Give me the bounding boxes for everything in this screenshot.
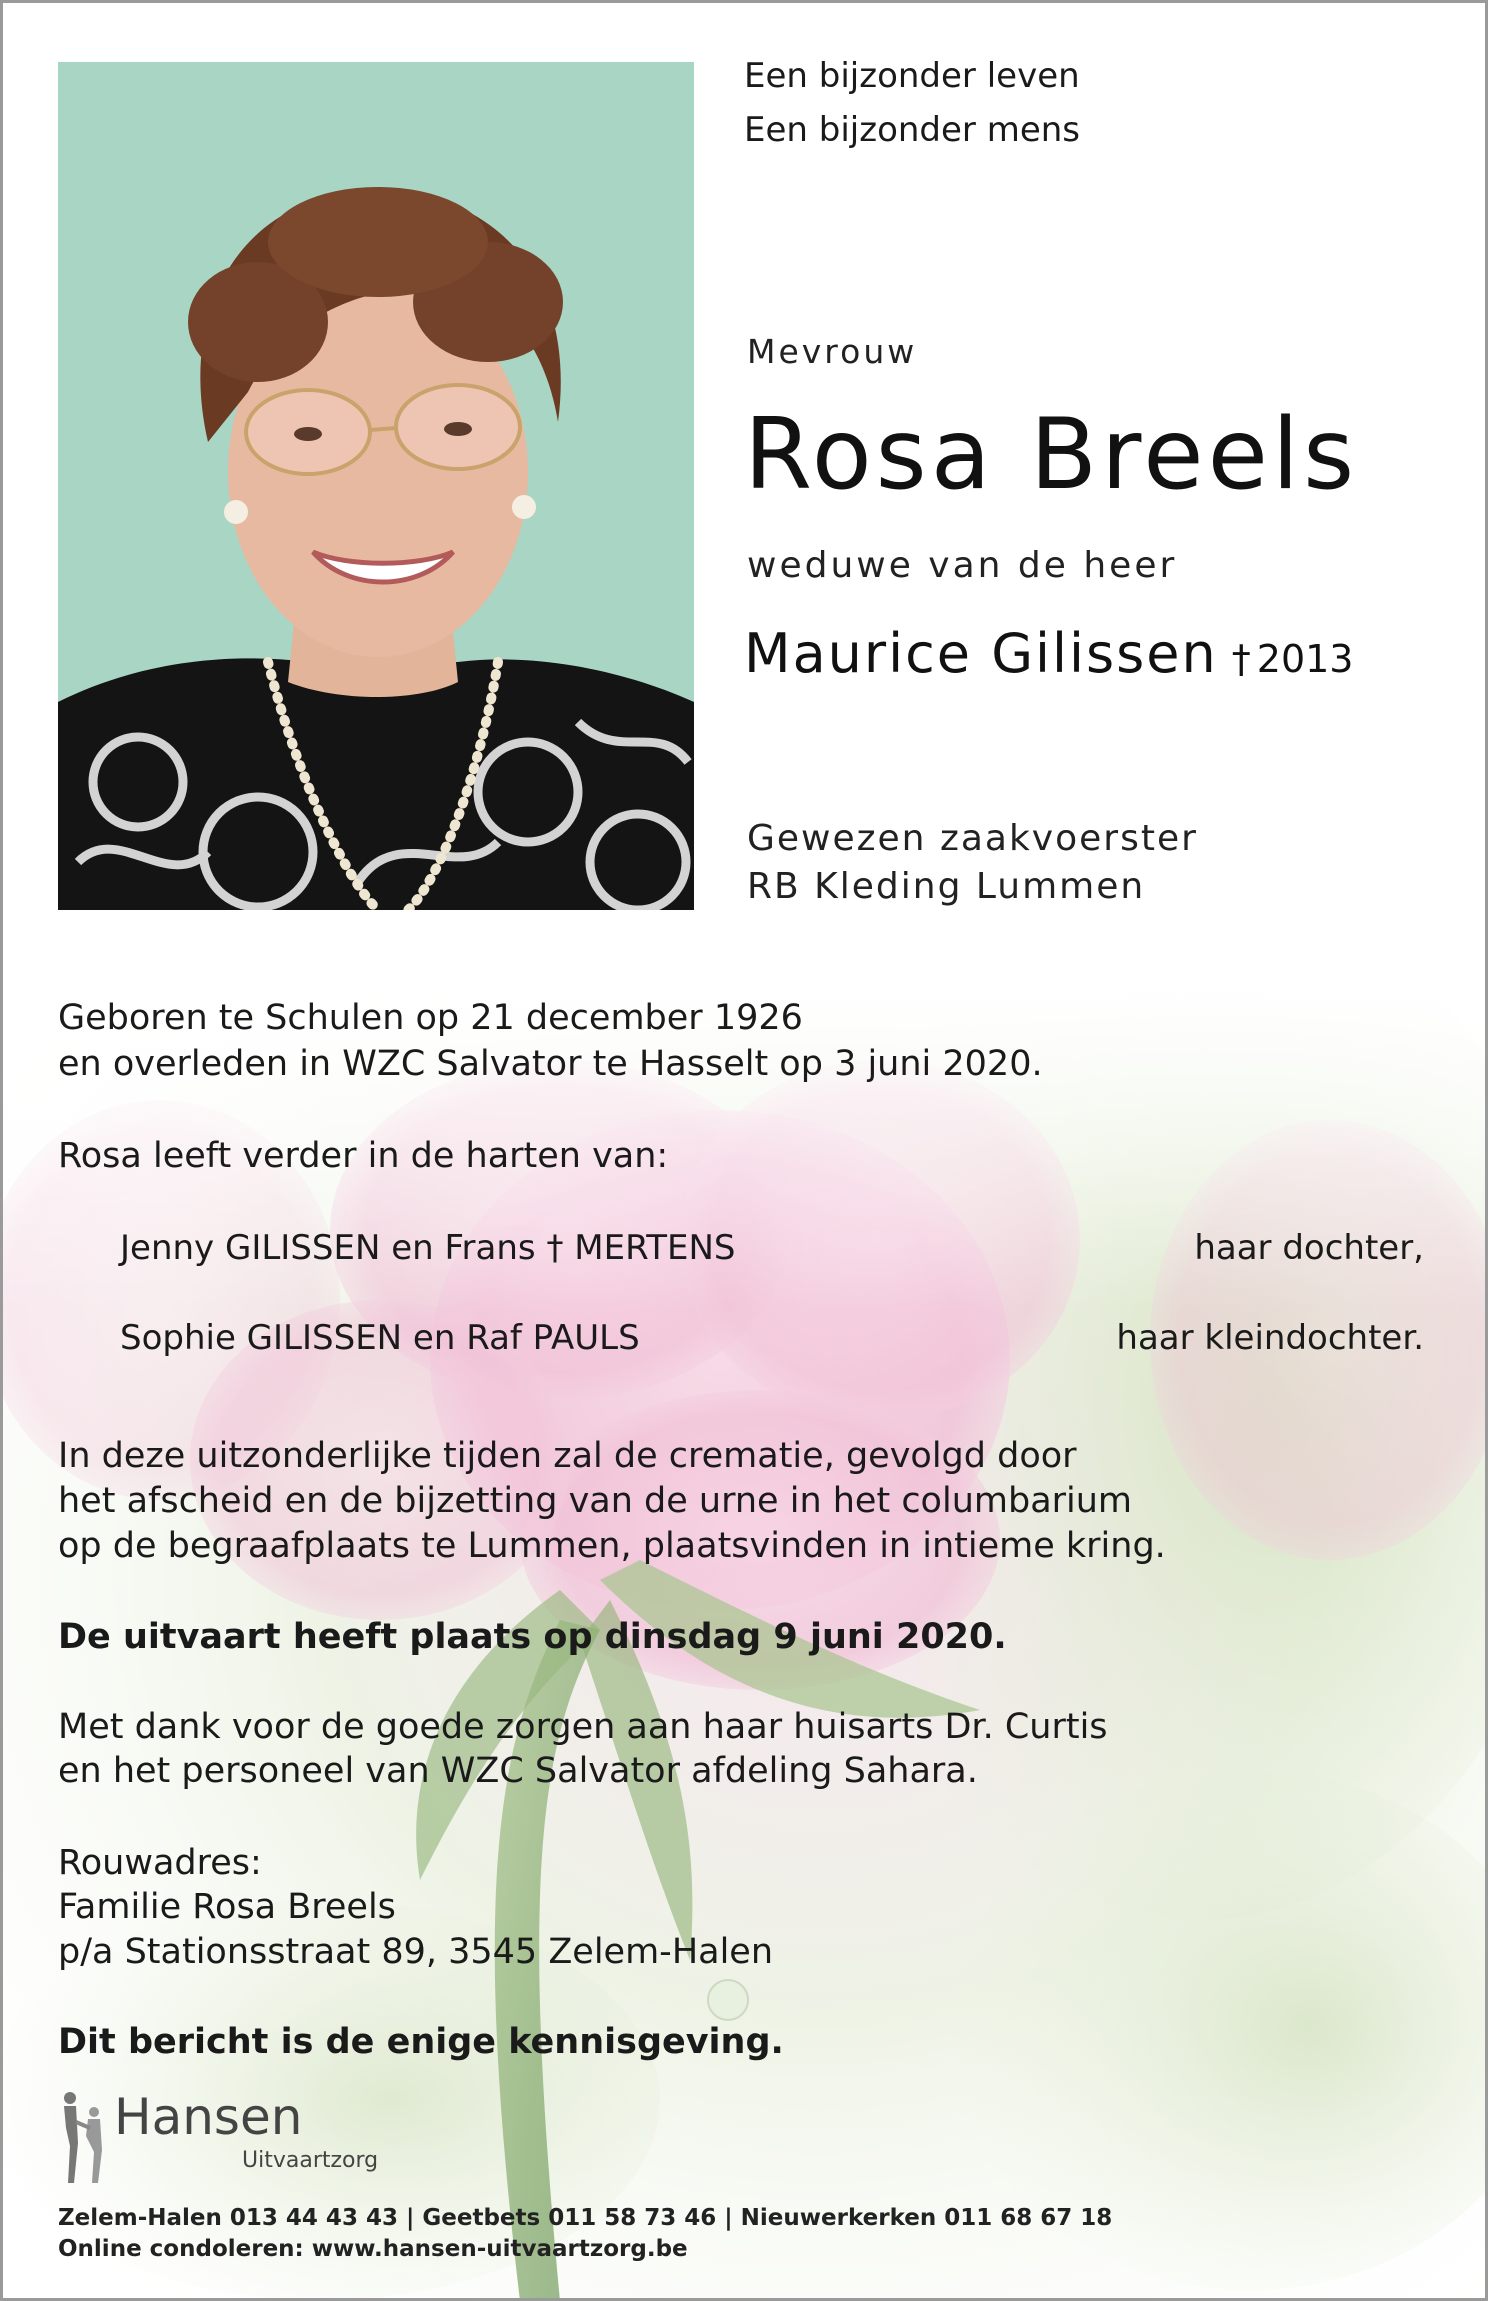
address-line-1: Familie Rosa Breels bbox=[58, 1887, 396, 1927]
husband-name-line bbox=[744, 622, 1353, 685]
husband-death-year: 2013 bbox=[1256, 637, 1354, 681]
family-member-relation: haar dochter, bbox=[1194, 1228, 1424, 1268]
thanks-line-1: Met dank voor de goede zorgen aan haar huisarts Dr. Curtis bbox=[58, 1707, 1108, 1747]
lives-on-line: Rosa leeft verder in de harten van: bbox=[58, 1136, 669, 1176]
death-line: en overleden in WZC Salvator te Hasselt op 3 juni 2020. bbox=[58, 1044, 1043, 1084]
notice-line: Dit bericht is de enige kennisgeving. bbox=[58, 2022, 784, 2062]
address-label: Rouwadres: bbox=[58, 1843, 262, 1883]
footer-phones: Zelem-Halen 013 44 43 43 | Geetbets 011 58 73 46 | Nieuwerkerken 011 68 67 18 bbox=[58, 2205, 1113, 2231]
address-line-2: p/a Stationsstraat 89, 3545 Zelem-Halen bbox=[58, 1932, 774, 1972]
thanks-line-2: en het personeel van WZC Salvator afdeling Sahara. bbox=[58, 1751, 978, 1791]
funeral-home-logo bbox=[56, 2088, 396, 2198]
job-line-1: Gewezen zaakvoerster bbox=[747, 818, 1198, 859]
funeral-home-subtitle: Uitvaartzorg bbox=[242, 2148, 379, 2173]
birth-line: Geboren te Schulen op 21 december 1926 bbox=[58, 998, 803, 1038]
portrait-photo bbox=[58, 62, 694, 910]
motto-line-2: Een bijzonder mens bbox=[744, 110, 1081, 150]
motto-line-1: Een bijzonder leven bbox=[744, 56, 1080, 96]
funeral-date-line: De uitvaart heeft plaats op dinsdag 9 juni 2020. bbox=[58, 1617, 1007, 1657]
widow-of-label: weduwe van de heer bbox=[747, 545, 1178, 586]
family-member-relation: haar kleindochter. bbox=[1116, 1318, 1424, 1358]
ceremony-line-2: het afscheid en de bijzetting van de urne in het columbarium bbox=[58, 1481, 1133, 1521]
title-mevrouw: Mevrouw bbox=[747, 332, 918, 371]
deceased-name: Rosa Breels bbox=[744, 398, 1359, 512]
ceremony-line-3: op de begraafplaats te Lummen, plaatsvinden in intieme kring. bbox=[58, 1526, 1166, 1566]
family-member-names: Jenny GILISSEN en Frans † MERTENS bbox=[120, 1228, 736, 1268]
ceremony-line-1: In deze uitzonderlijke tijden zal de crematie, gevolgd door bbox=[58, 1436, 1077, 1476]
figures-logo-icon bbox=[56, 2088, 112, 2188]
husband-name: Maurice Gilissen bbox=[744, 622, 1218, 685]
family-member-names: Sophie GILISSEN en Raf PAULS bbox=[120, 1318, 640, 1358]
cross-icon: † bbox=[1231, 637, 1251, 681]
funeral-home-name: Hansen bbox=[114, 2088, 303, 2146]
footer-online-condolences: Online condoleren: www.hansen-uitvaartzorg.be bbox=[58, 2236, 688, 2262]
job-line-2: RB Kleding Lummen bbox=[747, 866, 1146, 907]
